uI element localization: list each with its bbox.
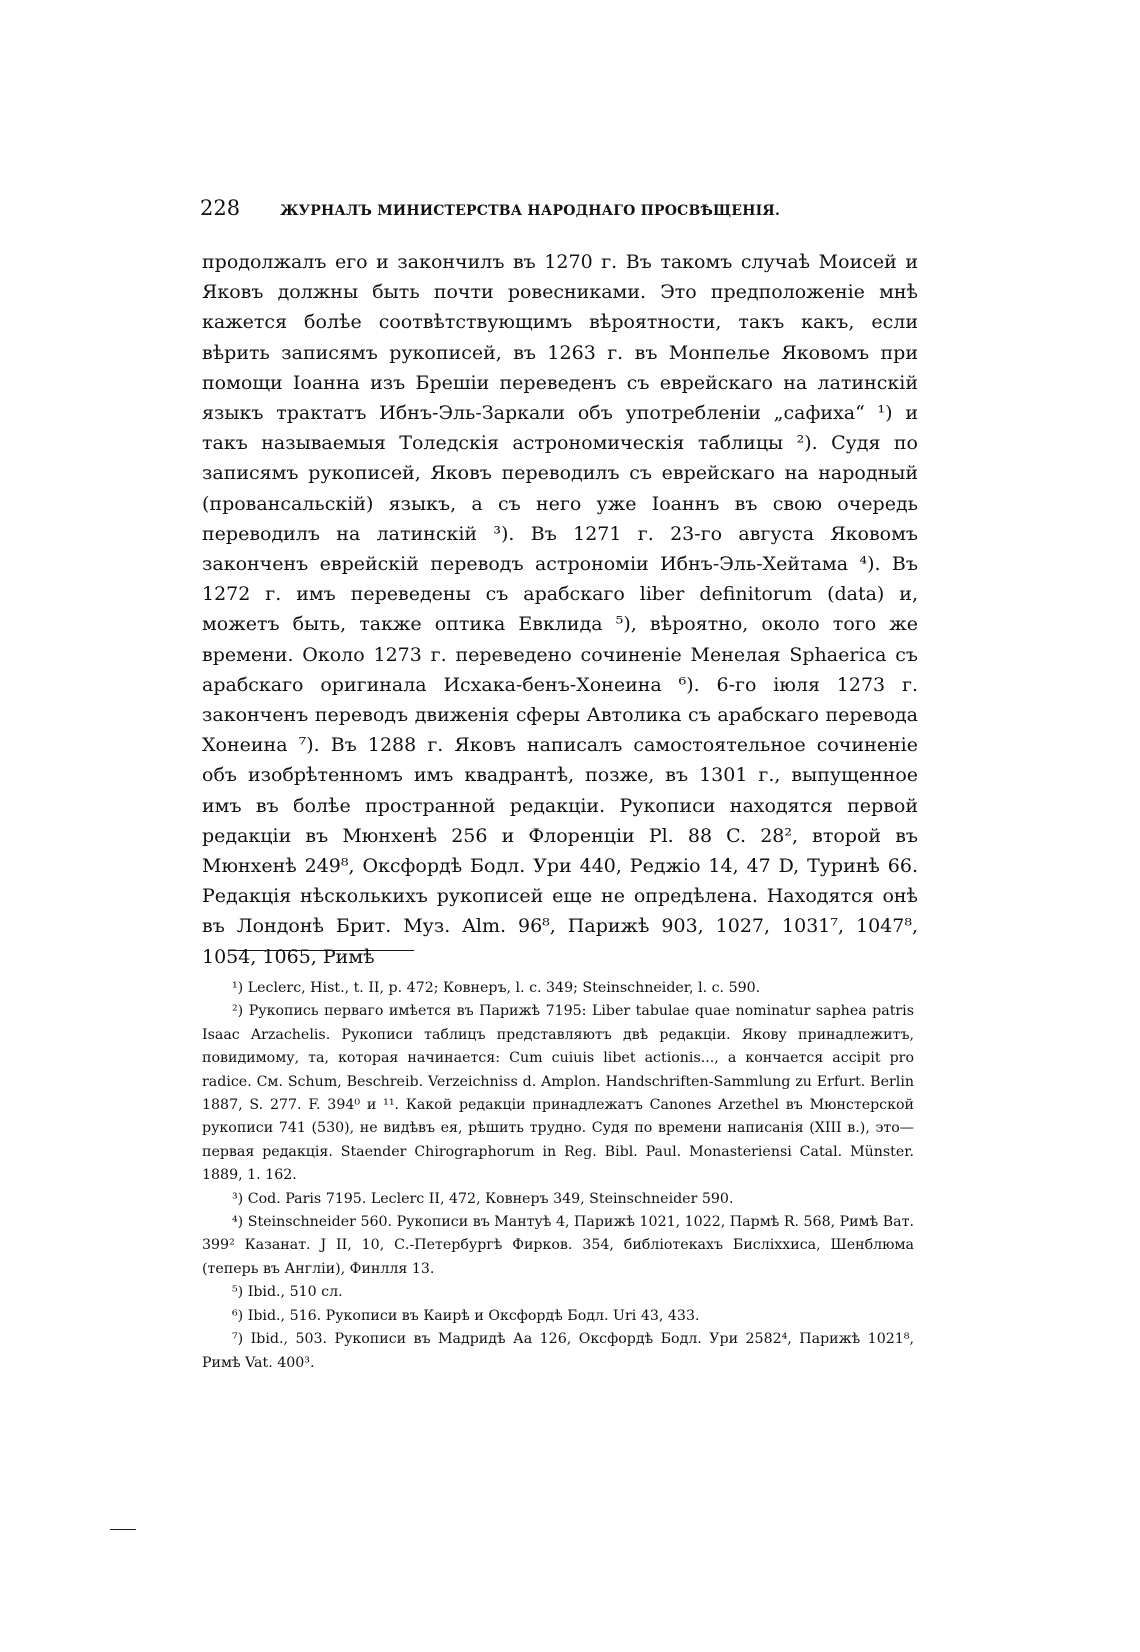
footnote-3: ³) Cod. Paris 7195. Leclerc II, 472, Ковнеръ 349, Steinschneider 590. xyxy=(232,1190,734,1207)
page-number: 228 xyxy=(200,196,241,220)
footnote-5: ⁵) Ibid., 510 сл. xyxy=(232,1284,343,1301)
footnotes-block xyxy=(202,977,914,1375)
footnote-7: ⁷) Ibid., 503. Рукописи въ Мадридѣ Аа 126, Оксфордѣ Бодл. Ури 2582⁴, Парижѣ 1021⁸, Римѣ Vat. 400³. xyxy=(202,1331,914,1371)
footnote-6: ⁶) Ibid., 516. Рукописи въ Каирѣ и Оксфордѣ Бодл. Uri 43, 433. xyxy=(232,1307,700,1324)
running-title: ЖУРНАЛЪ МИНИСТЕРСТВА НАРОДНАГО ПРОСВѢЩЕНІЯ. xyxy=(280,203,781,219)
footnote-1: ¹) Leclerc, Hist., t. II, p. 472; Ковнеръ, l. c. 349; Steinschneider, l. c. 590. xyxy=(232,980,761,996)
footnote-2: ²) Рукопись перваго имѣется въ Парижѣ 7195: Liber tabulae quae nominatur sapheа patris Isaac Arzachelis. Рукописи таблицъ представляютъ двѣ редакціи. Якову принадлежитъ, повидимому, та, которая начинается: Cum cuiuis libet actionis..., а кончается accipit pro radice. См. Schum, Beschreib. Verzeichniss d. Amplon. Handschriften-Sammlung zu Erfurt. Berlin 1887, S. 277. F. 394⁰ и ¹¹. Какой редакціи принадлежатъ Canones Arzethel въ Мюнстерской рукописи 741 (530), не видѣвъ ея, рѣшить трудно. Судя по времени написанія (XIII в.), это—первая редакція. Staender Chirographorum in Reg. Bibl. Paul. Monasteriensi Catal. Münster. 1889, 1. 162. xyxy=(202,1003,914,1184)
body-paragraph: продолжалъ его и закончилъ въ 1270 г. Въ такомъ случаѣ Моисей и Яковъ должны быть почти ровесниками. Это предположеніе мнѣ кажется болѣе соотвѣтствующимъ вѣроятности, такъ какъ, если вѣрить записямъ рукописей, въ 1263 г. въ Монпелье Яковомъ при помощи Іоанна изъ Брешіи переведенъ съ еврейскаго на латинскій языкъ трактатъ Ибнъ-Эль-Заркали объ употребленіи „сафиха“ ¹) и такъ называемыя Толедскія астрономическія таблицы ²). Судя по записямъ рукописей, Яковъ переводилъ съ еврейскаго на народный (провансальскій) языкъ, а съ него уже Іоаннъ въ свою очередь переводилъ на латинскій ³). Въ 1271 г. 23-го августа Яковомъ законченъ еврейскій переводъ астрономіи Ибнъ-Эль-Хейтама ⁴). Въ 1272 г. имъ переведены съ арабскаго liber definitorum (data) и, можетъ быть, также оптика Евклида ⁵), вѣроятно, около того же времени. Около 1273 г. переведено сочиненіе Менелая Sphaerica съ арабскаго оригинала Исхака-бенъ-Хонеина ⁶). 6-го іюля 1273 г. законченъ переводъ движенія сферы Автолика съ арабскаго перевода Хонеина ⁷). Въ 1288 г. Яковъ написалъ самостоятельное сочиненіе объ изобрѣтенномъ имъ квадрантѣ, позже, въ 1301 г., выпущенное имъ въ болѣе пространной редакціи. Рукописи находятся первой редакціи въ Мюнхенѣ 256 и Флоренціи Pl. 88 C. 28², второй въ Мюнхенѣ 249⁸, Оксфордѣ Бодл. Ури 440, Реджіо 14, 47 D, Туринѣ 66. Редакція нѣсколькихъ рукописей еще не опредѣлена. Находятся онѣ въ Лондонѣ Брит. Муз. Alm. 96⁸, Парижѣ 903, 1027, 1031⁷, 1047⁸, 1054, 1065, Римѣ xyxy=(202,251,918,968)
page-header xyxy=(200,196,900,226)
footnote-4: ⁴) Steinschneider 560. Рукописи въ Мантуѣ 4, Парижѣ 1021, 1022, Пармѣ R. 568, Римѣ Ват. 399² Казанат. J II, 10, С.-Петербургѣ Фирков. 354, библіотекахъ Бисліххиса, Шенблюма (теперь въ Англіи), Финлля 13. xyxy=(202,1214,914,1277)
footnote-separator xyxy=(228,950,414,951)
margin-mark xyxy=(110,1529,136,1530)
main-text-block xyxy=(202,247,918,972)
